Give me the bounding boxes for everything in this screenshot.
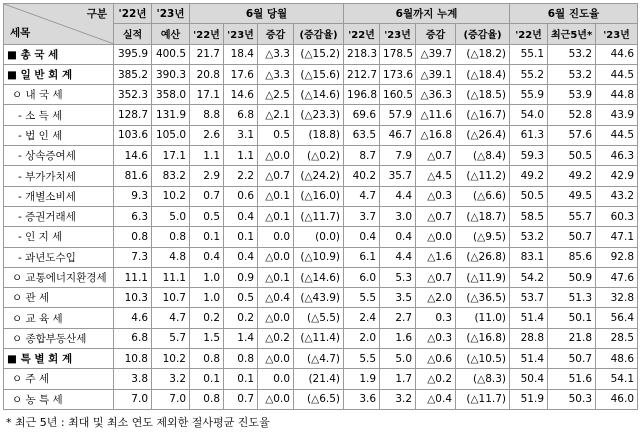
cell-c23: 3.2	[380, 389, 416, 409]
cell-crate: (△18.2)	[456, 44, 510, 64]
table-row	[4, 308, 638, 328]
cell-mchg: △0.1	[258, 186, 294, 206]
table-row	[4, 85, 638, 105]
table-row	[4, 349, 638, 369]
cell-mchg: △0.1	[258, 267, 294, 287]
cell-p22: 51.4	[510, 349, 548, 369]
cell-p23: 92.8	[596, 247, 638, 267]
cell-cchg: △0.3	[416, 328, 456, 348]
cell-c23: 160.5	[380, 85, 416, 105]
cell-c22: 5.5	[344, 349, 380, 369]
cell-p5: 53.9	[548, 85, 596, 105]
cell-p5: 50.3	[548, 389, 596, 409]
cell-m22: 8.8	[190, 105, 224, 125]
cell-cchg: △0.4	[416, 389, 456, 409]
cell-b23: 400.5	[152, 44, 190, 64]
cell-a22: 81.6	[114, 166, 152, 186]
cell-p22: 55.2	[510, 64, 548, 84]
cell-cchg: △0.7	[416, 267, 456, 287]
cell-crate: (△18.7)	[456, 206, 510, 226]
cell-p23: 42.9	[596, 166, 638, 186]
cell-p23: 43.2	[596, 186, 638, 206]
cell-p5: 51.3	[548, 288, 596, 308]
cell-mchg: △0.2	[258, 328, 294, 348]
cell-a22: 128.7	[114, 105, 152, 125]
cell-p5: 49.2	[548, 166, 596, 186]
sub-c22: '22년	[344, 24, 380, 44]
cell-crate: (△6.6)	[456, 186, 510, 206]
cell-m23: 0.6	[224, 186, 258, 206]
cell-m23: 0.9	[224, 267, 258, 287]
cell-mrate: (0.0)	[294, 227, 344, 247]
cell-crate: (△10.5)	[456, 349, 510, 369]
table-row	[4, 267, 638, 287]
cell-p22: 51.9	[510, 389, 548, 409]
cell-c22: 212.7	[344, 64, 380, 84]
cell-c23: 35.7	[380, 166, 416, 186]
cell-m23: 0.4	[224, 206, 258, 226]
row-label: ㅇ 내 국 세	[4, 85, 114, 105]
sub-p23: '23년	[596, 24, 638, 44]
cell-p23: 60.3	[596, 206, 638, 226]
row-label: ■ 특 별 회 계	[4, 349, 114, 369]
cell-p22: 51.4	[510, 308, 548, 328]
cell-c23: 4.4	[380, 186, 416, 206]
cell-m23: 1.4	[224, 328, 258, 348]
cell-mchg: △0.7	[258, 166, 294, 186]
cell-p23: 48.6	[596, 349, 638, 369]
cell-crate: (△11.9)	[456, 267, 510, 287]
cell-p5: 51.6	[548, 369, 596, 389]
cell-crate: (△26.8)	[456, 247, 510, 267]
cell-m23: 6.8	[224, 105, 258, 125]
cell-m22: 1.0	[190, 267, 224, 287]
cell-b23: 17.1	[152, 146, 190, 166]
cell-cchg: △4.5	[416, 166, 456, 186]
cell-crate: (△11.2)	[456, 166, 510, 186]
cell-p22: 59.3	[510, 146, 548, 166]
cell-b23: 390.3	[152, 64, 190, 84]
table-row	[4, 328, 638, 348]
cell-mchg: △2.5	[258, 85, 294, 105]
cell-p23: 44.6	[596, 44, 638, 64]
row-label: ㅇ 종합부동산세	[4, 328, 114, 348]
cell-cchg: △0.7	[416, 146, 456, 166]
cell-mrate: (△15.2)	[294, 44, 344, 64]
cell-mchg: △3.3	[258, 44, 294, 64]
cell-a22: 6.3	[114, 206, 152, 226]
cell-p23: 44.5	[596, 64, 638, 84]
footnote: * 최근 5년 : 최대 및 최소 연도 제외한 절사평균 진도율	[6, 416, 270, 429]
sub-cchg: 증감	[416, 24, 456, 44]
row-label: ■ 총 국 세	[4, 44, 114, 64]
cell-mrate: (18.8)	[294, 125, 344, 145]
cell-a22: 103.6	[114, 125, 152, 145]
cell-a22: 352.3	[114, 85, 152, 105]
cell-mrate: (△15.6)	[294, 64, 344, 84]
cell-c23: 46.7	[380, 125, 416, 145]
table-row	[4, 369, 638, 389]
cell-b23: 10.2	[152, 349, 190, 369]
row-label: - 개별소비세	[4, 186, 114, 206]
sub-c23: '23년	[380, 24, 416, 44]
row-label: ㅇ 관 세	[4, 288, 114, 308]
cell-b23: 11.1	[152, 267, 190, 287]
cell-crate: (△9.5)	[456, 227, 510, 247]
cell-b23: 5.0	[152, 206, 190, 226]
sub-m23: '23년	[224, 24, 258, 44]
cell-mrate: (△43.9)	[294, 288, 344, 308]
cell-mrate: (△0.2)	[294, 146, 344, 166]
tax-revenue-table	[3, 3, 638, 410]
row-label: - 상속증여세	[4, 146, 114, 166]
cell-m22: 1.5	[190, 328, 224, 348]
sub-mchg: 증감	[258, 24, 294, 44]
row-label: - 부가가치세	[4, 166, 114, 186]
cell-p22: 58.5	[510, 206, 548, 226]
cell-p22: 54.2	[510, 267, 548, 287]
cell-p22: 50.4	[510, 369, 548, 389]
cell-p5: 52.8	[548, 105, 596, 125]
cell-c23: 5.3	[380, 267, 416, 287]
header-ytd: 6월까지 누계	[344, 4, 510, 24]
cell-mchg: △0.0	[258, 146, 294, 166]
cell-mrate: (△10.9)	[294, 247, 344, 267]
cell-mchg: △0.4	[258, 288, 294, 308]
cell-p5: 57.6	[548, 125, 596, 145]
cell-b23: 0.8	[152, 227, 190, 247]
cell-mchg: △3.3	[258, 64, 294, 84]
cell-p23: 43.9	[596, 105, 638, 125]
cell-mchg: △2.1	[258, 105, 294, 125]
cell-b23: 3.2	[152, 369, 190, 389]
cell-cchg: △11.6	[416, 105, 456, 125]
cell-b23: 7.0	[152, 389, 190, 409]
cell-c22: 6.0	[344, 267, 380, 287]
cell-c23: 178.5	[380, 44, 416, 64]
cell-p22: 55.9	[510, 85, 548, 105]
sub-p22: '22년	[510, 24, 548, 44]
cell-c23: 57.9	[380, 105, 416, 125]
cell-mrate: (21.4)	[294, 369, 344, 389]
cell-a22: 9.3	[114, 186, 152, 206]
table-row	[4, 44, 638, 64]
cell-m22: 20.8	[190, 64, 224, 84]
row-label: ㅇ 주 세	[4, 369, 114, 389]
cell-mchg: 0.5	[258, 125, 294, 145]
table-body	[4, 44, 638, 409]
cell-b23: 5.7	[152, 328, 190, 348]
row-label: ㅇ 교통에너지환경세	[4, 267, 114, 287]
cell-c22: 4.7	[344, 186, 380, 206]
table-row	[4, 64, 638, 84]
cell-p5: 49.5	[548, 186, 596, 206]
table-row	[4, 227, 638, 247]
cell-p23: 56.4	[596, 308, 638, 328]
cell-crate: (△36.5)	[456, 288, 510, 308]
cell-m22: 21.7	[190, 44, 224, 64]
header-semok: 세목	[10, 26, 31, 39]
cell-a22: 6.8	[114, 328, 152, 348]
cell-c22: 218.3	[344, 44, 380, 64]
table-row	[4, 247, 638, 267]
cell-p23: 46.0	[596, 389, 638, 409]
cell-cchg: △16.8	[416, 125, 456, 145]
cell-c22: 1.9	[344, 369, 380, 389]
cell-a22: 10.3	[114, 288, 152, 308]
header-y22-actual: '22년	[114, 4, 152, 24]
cell-m22: 2.9	[190, 166, 224, 186]
cell-m22: 1.0	[190, 288, 224, 308]
cell-m23: 2.2	[224, 166, 258, 186]
row-label: - 과년도수입	[4, 247, 114, 267]
cell-mrate: (△16.0)	[294, 186, 344, 206]
table-row	[4, 288, 638, 308]
cell-cchg: △0.7	[416, 206, 456, 226]
cell-c22: 3.6	[344, 389, 380, 409]
cell-m23: 3.1	[224, 125, 258, 145]
cell-crate: (△8.4)	[456, 146, 510, 166]
cell-p22: 53.2	[510, 227, 548, 247]
cell-m22: 0.8	[190, 349, 224, 369]
table-row	[4, 186, 638, 206]
cell-cchg: △0.0	[416, 227, 456, 247]
row-label: - 인 지 세	[4, 227, 114, 247]
cell-m22: 0.2	[190, 308, 224, 328]
cell-cchg: △39.7	[416, 44, 456, 64]
table-row	[4, 146, 638, 166]
cell-cchg: △39.1	[416, 64, 456, 84]
table-row	[4, 105, 638, 125]
cell-c23: 3.0	[380, 206, 416, 226]
cell-mrate: (△11.4)	[294, 328, 344, 348]
row-label: ㅇ 교 육 세	[4, 308, 114, 328]
cell-cchg: △0.2	[416, 369, 456, 389]
cell-c23: 4.4	[380, 247, 416, 267]
cell-mchg: △0.0	[258, 349, 294, 369]
cell-cchg: △0.3	[416, 186, 456, 206]
cell-c22: 8.7	[344, 146, 380, 166]
header-gubun: 구분	[86, 8, 107, 20]
cell-c22: 196.8	[344, 85, 380, 105]
cell-c23: 5.0	[380, 349, 416, 369]
table-row	[4, 389, 638, 409]
cell-cchg: △1.6	[416, 247, 456, 267]
cell-p5: 53.2	[548, 64, 596, 84]
cell-m23: 0.5	[224, 288, 258, 308]
cell-c22: 63.5	[344, 125, 380, 145]
cell-c22: 0.4	[344, 227, 380, 247]
cell-p5: 85.6	[548, 247, 596, 267]
row-label: - 증권거래세	[4, 206, 114, 226]
cell-c23: 2.7	[380, 308, 416, 328]
cell-crate: (△8.3)	[456, 369, 510, 389]
cell-c23: 7.9	[380, 146, 416, 166]
cell-mchg: 0.0	[258, 369, 294, 389]
cell-m22: 0.1	[190, 227, 224, 247]
cell-c22: 40.2	[344, 166, 380, 186]
cell-b23: 105.0	[152, 125, 190, 145]
header-june-month: 6월 당월	[190, 4, 344, 24]
table-row	[4, 125, 638, 145]
cell-m23: 0.2	[224, 308, 258, 328]
cell-a22: 7.3	[114, 247, 152, 267]
cell-b23: 10.7	[152, 288, 190, 308]
cell-crate: (△16.8)	[456, 328, 510, 348]
cell-a22: 11.1	[114, 267, 152, 287]
cell-mchg: △0.0	[258, 247, 294, 267]
cell-crate: (△18.5)	[456, 85, 510, 105]
cell-p5: 50.7	[548, 349, 596, 369]
cell-p22: 49.2	[510, 166, 548, 186]
cell-p5: 50.7	[548, 227, 596, 247]
cell-a22: 14.6	[114, 146, 152, 166]
row-label: ㅇ 농 특 세	[4, 389, 114, 409]
cell-mrate: (△23.3)	[294, 105, 344, 125]
cell-m22: 1.1	[190, 146, 224, 166]
cell-a22: 385.2	[114, 64, 152, 84]
cell-a22: 10.8	[114, 349, 152, 369]
header-budget-sub: 예산	[152, 24, 190, 44]
cell-m23: 0.1	[224, 227, 258, 247]
cell-c23: 1.7	[380, 369, 416, 389]
sub-m22: '22년	[190, 24, 224, 44]
cell-p22: 50.5	[510, 186, 548, 206]
cell-p22: 53.7	[510, 288, 548, 308]
cell-cchg: △2.0	[416, 288, 456, 308]
cell-m23: 0.8	[224, 349, 258, 369]
cell-c23: 173.6	[380, 64, 416, 84]
cell-p22: 28.8	[510, 328, 548, 348]
cell-cchg: 0.3	[416, 308, 456, 328]
cell-mchg: △0.1	[258, 206, 294, 226]
cell-p5: 50.9	[548, 267, 596, 287]
cell-c22: 6.1	[344, 247, 380, 267]
cell-b23: 4.7	[152, 308, 190, 328]
cell-a22: 395.9	[114, 44, 152, 64]
cell-c22: 2.0	[344, 328, 380, 348]
cell-p23: 54.1	[596, 369, 638, 389]
cell-c22: 3.7	[344, 206, 380, 226]
cell-p22: 61.3	[510, 125, 548, 145]
cell-p23: 46.3	[596, 146, 638, 166]
cell-p5: 50.1	[548, 308, 596, 328]
cell-c22: 2.4	[344, 308, 380, 328]
header-progress: 6월 진도율	[510, 4, 638, 24]
cell-m23: 14.6	[224, 85, 258, 105]
cell-crate: (11.0)	[456, 308, 510, 328]
cell-cchg: △0.6	[416, 349, 456, 369]
cell-a22: 0.8	[114, 227, 152, 247]
cell-c23: 1.6	[380, 328, 416, 348]
sub-crate: (증감율)	[456, 24, 510, 44]
table-row	[4, 166, 638, 186]
cell-crate: (△16.7)	[456, 105, 510, 125]
cell-b23: 83.2	[152, 166, 190, 186]
cell-cchg: △36.3	[416, 85, 456, 105]
sub-mrate: (증감율)	[294, 24, 344, 44]
cell-mrate: (△4.7)	[294, 349, 344, 369]
cell-p5: 21.8	[548, 328, 596, 348]
header-y23-budget: '23년	[152, 4, 190, 24]
cell-p23: 47.6	[596, 267, 638, 287]
corner-header-cell	[4, 4, 114, 45]
cell-mrate: (△14.6)	[294, 267, 344, 287]
cell-a22: 3.8	[114, 369, 152, 389]
cell-p23: 32.8	[596, 288, 638, 308]
cell-m22: 0.1	[190, 369, 224, 389]
cell-mrate: (△11.7)	[294, 206, 344, 226]
cell-a22: 4.6	[114, 308, 152, 328]
cell-m22: 0.7	[190, 186, 224, 206]
cell-p22: 55.1	[510, 44, 548, 64]
cell-crate: (△26.4)	[456, 125, 510, 145]
cell-mrate: (△14.6)	[294, 85, 344, 105]
cell-a22: 7.0	[114, 389, 152, 409]
cell-mchg: △0.0	[258, 308, 294, 328]
cell-m23: 0.7	[224, 389, 258, 409]
row-label: ■ 일 반 회 계	[4, 64, 114, 84]
row-label: - 소 득 세	[4, 105, 114, 125]
header-actual-sub: 실적	[114, 24, 152, 44]
cell-m22: 0.5	[190, 206, 224, 226]
cell-crate: (△18.4)	[456, 64, 510, 84]
cell-m22: 0.4	[190, 247, 224, 267]
cell-p23: 44.5	[596, 125, 638, 145]
cell-mrate: (△5.5)	[294, 308, 344, 328]
header-row-1	[4, 4, 638, 24]
cell-m22: 17.1	[190, 85, 224, 105]
cell-m23: 18.4	[224, 44, 258, 64]
cell-m23: 17.6	[224, 64, 258, 84]
cell-p23: 44.8	[596, 85, 638, 105]
cell-p5: 53.2	[548, 44, 596, 64]
cell-c22: 69.6	[344, 105, 380, 125]
cell-m23: 0.1	[224, 369, 258, 389]
cell-mchg: △0.0	[258, 389, 294, 409]
cell-p22: 54.0	[510, 105, 548, 125]
sub-p5: 최근5년*	[548, 24, 596, 44]
cell-m22: 2.6	[190, 125, 224, 145]
cell-c22: 5.5	[344, 288, 380, 308]
cell-m23: 0.4	[224, 247, 258, 267]
cell-crate: (△11.7)	[456, 389, 510, 409]
cell-p22: 83.1	[510, 247, 548, 267]
cell-p23: 47.1	[596, 227, 638, 247]
cell-c23: 0.4	[380, 227, 416, 247]
cell-c23: 3.5	[380, 288, 416, 308]
table-row	[4, 206, 638, 226]
cell-b23: 4.8	[152, 247, 190, 267]
row-label: - 법 인 세	[4, 125, 114, 145]
cell-mrate: (△24.2)	[294, 166, 344, 186]
cell-m22: 0.8	[190, 389, 224, 409]
cell-mchg: 0.0	[258, 227, 294, 247]
cell-p23: 28.5	[596, 328, 638, 348]
cell-b23: 358.0	[152, 85, 190, 105]
cell-p5: 50.5	[548, 146, 596, 166]
cell-m23: 1.1	[224, 146, 258, 166]
cell-b23: 10.2	[152, 186, 190, 206]
cell-p5: 55.7	[548, 206, 596, 226]
cell-b23: 131.9	[152, 105, 190, 125]
cell-mrate: (△6.5)	[294, 389, 344, 409]
